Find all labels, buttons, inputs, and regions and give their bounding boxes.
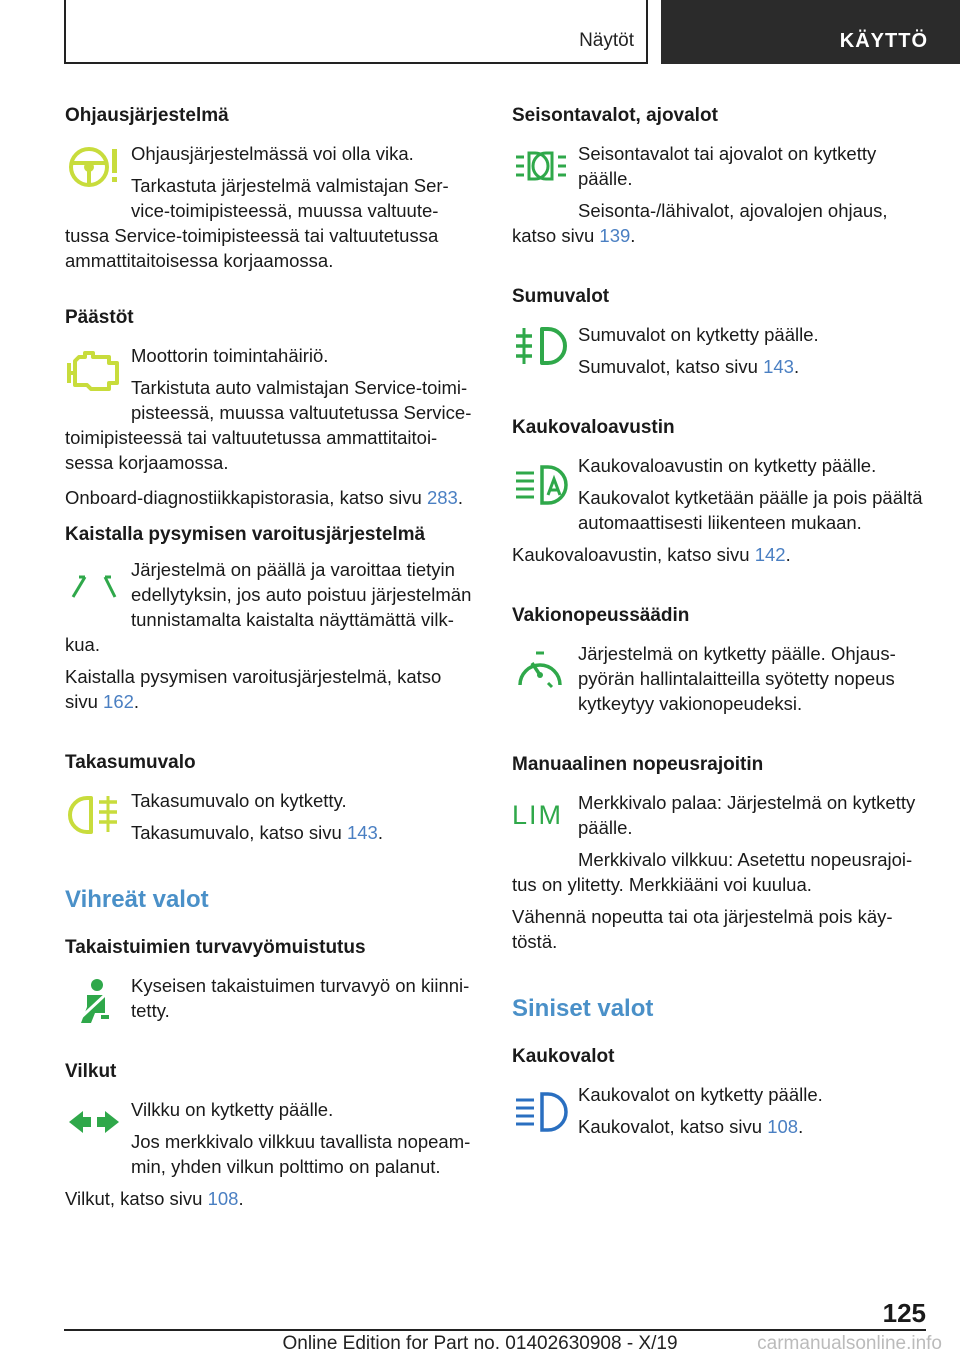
hba-title: Kaukovaloavustin	[512, 417, 675, 438]
high-beam-icon	[512, 1090, 568, 1138]
belt-text-1a: Kyseisen takaistuimen turvavyö on kiinni-	[131, 975, 470, 996]
hba-entry	[512, 415, 932, 567]
emissions-title: Päästöt	[65, 307, 134, 328]
emissions-text-2d: sessa korjaamossa.	[65, 452, 229, 473]
belt-title: Takaistuimien turvavyömuistutus	[65, 937, 366, 958]
lane-text-1d: kua.	[65, 634, 100, 655]
highbeam-title: Kaukovalot	[512, 1046, 615, 1067]
lane-text-1c: tunnistamalta kaistalta näyttämättä vilk-	[131, 609, 454, 630]
header-chapter-tab	[661, 0, 960, 64]
lane-departure-icon	[65, 571, 121, 619]
steering-text-1: Ohjausjärjestelmässä voi olla vika.	[131, 143, 414, 164]
parking-ref: katso sivu 139.	[512, 225, 636, 246]
steering-text-2b: vice-toimipisteessä, muussa valtuute-	[131, 200, 439, 221]
belt-entry	[65, 935, 483, 1023]
rearfog-page-link[interactable]: 143	[346, 822, 378, 843]
right-column	[512, 103, 932, 1139]
engine-warning-icon	[65, 349, 121, 397]
fog-title: Sumuvalot	[512, 286, 610, 307]
fog-ref: Sumuvalot, katso sivu 143.	[578, 356, 800, 377]
cruise-text-1c: kytkeytyy vakionopeudeksi.	[578, 693, 803, 714]
hba-ref: Kaukovaloavustin, katso sivu 142.	[512, 544, 791, 565]
emissions-text-1: Moottorin toimintahäiriö.	[131, 345, 329, 366]
steering-title: Ohjausjärjestelmä	[65, 105, 229, 126]
hba-text-1: Kaukovaloavustin on kytketty päälle.	[578, 455, 877, 476]
hba-text-2a: Kaukovalot kytketään päälle ja pois päältä	[578, 487, 923, 508]
watermark: carmanualsonline.info	[757, 1333, 942, 1354]
belt-text-1b: tetty.	[131, 1000, 170, 1021]
header-frame	[64, 0, 648, 64]
cruise-entry	[512, 603, 932, 716]
limiter-title: Manuaalinen nopeusrajoitin	[512, 754, 764, 775]
header-section-title: Näytöt	[579, 30, 634, 51]
lane-entry	[65, 522, 483, 714]
lane-page-link[interactable]: 162	[103, 691, 134, 712]
turn-signal-icon	[65, 1105, 121, 1153]
lane-ref: sivu 162.	[65, 691, 140, 712]
lane-title: Kaistalla pysymisen varoitusjärjestelmä	[65, 524, 426, 545]
emissions-entry	[65, 305, 483, 510]
steering-text-2d: ammattitaitoisessa korjaamossa.	[65, 250, 334, 271]
high-beam-assist-icon	[512, 463, 568, 511]
limiter-lim-icon: LIM	[512, 800, 564, 830]
parking-title: Seisontavalot, ajovalot	[512, 105, 718, 126]
turn-text-1: Vilkku on kytketty päälle.	[131, 1099, 334, 1120]
rearfog-title: Takasumuvalo	[65, 752, 196, 773]
front-fog-icon	[512, 324, 568, 372]
limiter-text-1b: päälle.	[578, 817, 633, 838]
turn-entry	[65, 1059, 483, 1211]
turn-page-link[interactable]: 108	[207, 1188, 239, 1209]
parking-text-1a: Seisontavalot tai ajovalot on kytketty	[578, 143, 877, 164]
turn-text-2b: min, yhden vilkun polttimo on palanut.	[131, 1156, 441, 1177]
hba-text-2b: automaattisesti liikenteen mukaan.	[578, 512, 862, 533]
parking-page-link[interactable]: 139	[599, 225, 631, 246]
parking-lights-icon	[512, 149, 568, 197]
highbeam-entry	[512, 1044, 932, 1139]
steering-text-2c: tussa Service-toimipisteessä tai valtuutetussa	[65, 225, 439, 246]
hba-page-link[interactable]: 142	[754, 544, 786, 565]
footer-edition: Online Edition for Part no. 01402630908 - X/19	[282, 1333, 678, 1354]
turn-title: Vilkut	[65, 1061, 117, 1082]
parking-entry	[512, 103, 932, 248]
steering-text-2a: Tarkastuta järjestelmä valmistajan Ser-	[131, 175, 449, 196]
limiter-text-2a: Merkkivalo vilkkuu: Asetettu nopeusrajoi-	[578, 849, 913, 870]
limiter-text-3b: töstä.	[512, 931, 558, 952]
lane-text-1a: Järjestelmä on päällä ja varoittaa tietyin	[131, 559, 455, 580]
seatbelt-icon	[65, 977, 121, 1025]
fog-page-link[interactable]: 143	[763, 356, 794, 377]
emissions-text-2c: toimipisteessä tai valtuutetussa ammattitaitoi-	[65, 427, 438, 448]
parking-text-2a: Seisonta-/lähivalot, ajovalojen ohjaus,	[578, 200, 888, 221]
rearfog-entry	[65, 750, 483, 845]
highbeam-text-1: Kaukovalot on kytketty päälle.	[578, 1084, 823, 1105]
limiter-entry	[512, 752, 932, 954]
cruise-title: Vakionopeussäädin	[512, 605, 690, 626]
cruise-text-1a: Järjestelmä on kytketty päälle. Ohjaus-	[578, 643, 896, 664]
page-number: 125	[882, 1298, 926, 1328]
steering-warning-icon	[65, 143, 121, 191]
lane-text-1b: edellytyksin, jos auto poistuu järjestelmän	[131, 584, 472, 605]
emissions-ref: Onboard-diagnostiikkapistorasia, katso sivu 283.	[65, 487, 463, 508]
rearfog-ref: Takasumuvalo, katso sivu 143.	[131, 822, 383, 843]
highbeam-page-link[interactable]: 108	[767, 1116, 799, 1137]
limiter-text-1a: Merkkivalo palaa: Järjestelmä on kytketty	[578, 792, 916, 813]
cruise-control-icon	[512, 651, 568, 699]
fog-text-1: Sumuvalot on kytketty päälle.	[578, 324, 819, 345]
green-lights-heading: Vihreät valot	[65, 886, 209, 913]
left-column	[65, 103, 483, 1211]
rear-fog-icon	[65, 792, 121, 840]
turn-text-2a: Jos merkkivalo vilkkuu tavallista nopeam-	[131, 1131, 471, 1152]
header-chapter-label: KÄYTTÖ	[839, 30, 928, 52]
emissions-text-2a: Tarkistuta auto valmistajan Service-toimi-	[131, 377, 468, 398]
fog-entry	[512, 284, 932, 379]
limiter-text-3a: Vähennä nopeutta tai ota järjestelmä pois käy-	[512, 906, 893, 927]
footer-rule	[64, 1329, 926, 1331]
rearfog-text-1: Takasumuvalo on kytketty.	[131, 790, 347, 811]
lane-text-2a: Kaistalla pysymisen varoitusjärjestelmä, katso	[65, 666, 442, 687]
emissions-text-2b: pisteessä, muussa valtuutetussa Service-	[131, 402, 472, 423]
obd-page-link[interactable]: 283	[426, 487, 458, 508]
parking-text-1b: päälle.	[578, 168, 633, 189]
cruise-text-1b: pyörän hallintalaitteilla syötetty nopeus	[578, 668, 895, 689]
steering-entry	[65, 103, 483, 273]
limiter-text-2b: tus on ylitetty. Merkkiääni voi kuulua.	[512, 874, 812, 895]
turn-ref: Vilkut, katso sivu 108.	[65, 1188, 244, 1209]
highbeam-ref: Kaukovalot, katso sivu 108.	[578, 1116, 804, 1137]
blue-lights-heading: Siniset valot	[512, 995, 654, 1022]
